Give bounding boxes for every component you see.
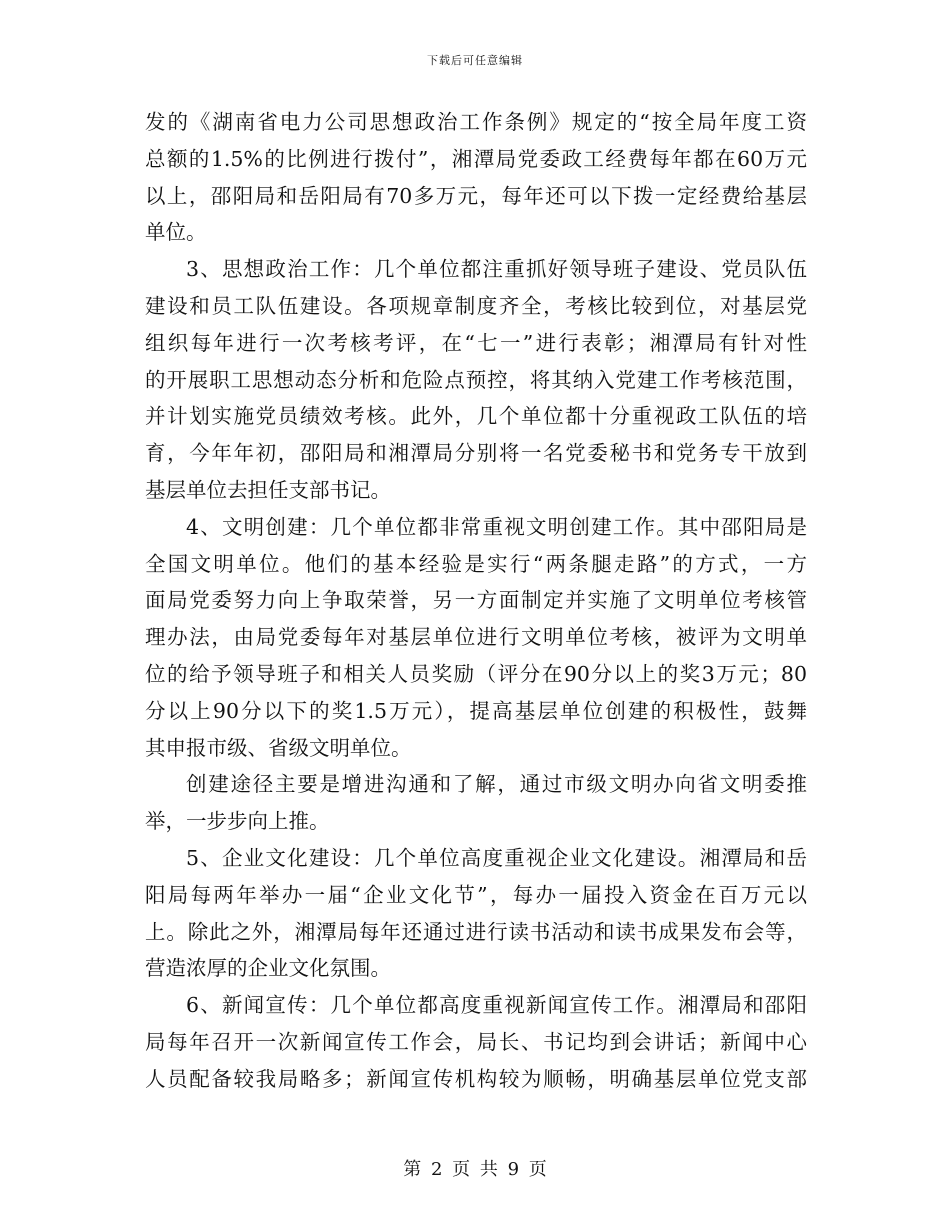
paragraph-start-line: 创建途径主要是增进沟通和了解，通过市级文明办向省文明委推 bbox=[186, 772, 807, 797]
paragraph-start-line: 5、企业文化建设：几个单位高度重视企业文化建设。湘潭局和岳 bbox=[186, 845, 807, 870]
text-line: 基层单位去担任支部书记。 bbox=[145, 477, 391, 502]
text-line: 的开展职工思想动态分析和危险点预控，将其纳入党建工作考核范围， bbox=[145, 367, 807, 392]
text-line: 其申报市级、省级文明单位。 bbox=[145, 735, 412, 760]
text-line: 局每年召开一次新闻宣传工作会，局长、书记均到会讲话；新闻中心 bbox=[145, 1029, 807, 1054]
text-line: 建设和员工队伍建设。各项规章制度齐全，考核比较到位，对基层党 bbox=[145, 293, 807, 318]
text-line: 全国文明单位。他们的基本经验是实行“两条腿走路”的方式，一方 bbox=[145, 551, 807, 576]
text-line: 上。除此之外，湘潭局每年还通过进行读书活动和读书成果发布会等， bbox=[145, 919, 807, 944]
text-line: 举，一步步向上推。 bbox=[145, 809, 330, 834]
paragraph-start-line: 4、文明创建：几个单位都非常重视文明创建工作。其中邵阳局是 bbox=[186, 514, 807, 539]
page-footer: 第 2 页 共 9 页 bbox=[403, 1159, 547, 1180]
text-line: 分以上90分以下的奖1.5万元），提高基层单位创建的积极性，鼓舞 bbox=[145, 698, 807, 723]
paragraph-start-line: 6、新闻宣传：几个单位都高度重视新闻宣传工作。湘潭局和邵阳 bbox=[186, 993, 807, 1018]
text-line: 单位。 bbox=[145, 220, 207, 245]
text-line: 面局党委努力向上争取荣誉，另一方面制定并实施了文明单位考核管 bbox=[145, 588, 807, 613]
text-line: 以上，邵阳局和岳阳局有70多万元，每年还可以下拨一定经费给基层 bbox=[145, 183, 807, 208]
text-line: 育，今年年初，邵阳局和湘潭局分别将一名党委秘书和党务专干放到 bbox=[145, 441, 807, 466]
text-line: 位的给予领导班子和相关人员奖励（评分在90分以上的奖3万元；80 bbox=[145, 661, 807, 686]
text-line: 发的《湖南省电力公司思想政治工作条例》规定的“按全局年度工资 bbox=[145, 110, 807, 134]
text-line: 营造浓厚的企业文化氛围。 bbox=[145, 956, 391, 981]
text-line: 并计划实施党员绩效考核。此外，几个单位都十分重视政工队伍的培 bbox=[145, 404, 807, 429]
text-line: 组织每年进行一次考核考评，在“七一”进行表彰；湘潭局有针对性 bbox=[145, 330, 807, 355]
text-line: 理办法，由局党委每年对基层单位进行文明单位考核，被评为文明单 bbox=[145, 625, 807, 650]
page-header: 下载后可任意编辑 bbox=[427, 54, 523, 67]
paragraph-start-line: 3、思想政治工作：几个单位都注重抓好领导班子建设、党员队伍 bbox=[186, 257, 807, 282]
document-body bbox=[145, 104, 807, 1098]
text-line: 总额的1.5%的比例进行拨付”，湘潭局党委政工经费每年都在60万元 bbox=[145, 146, 807, 171]
text-line: 阳局每两年举办一届“企业文化节”，每办一届投入资金在百万元以 bbox=[145, 882, 807, 907]
text-line: 人员配备较我局略多；新闻宣传机构较为顺畅，明确基层单位党支部 bbox=[145, 1066, 807, 1091]
